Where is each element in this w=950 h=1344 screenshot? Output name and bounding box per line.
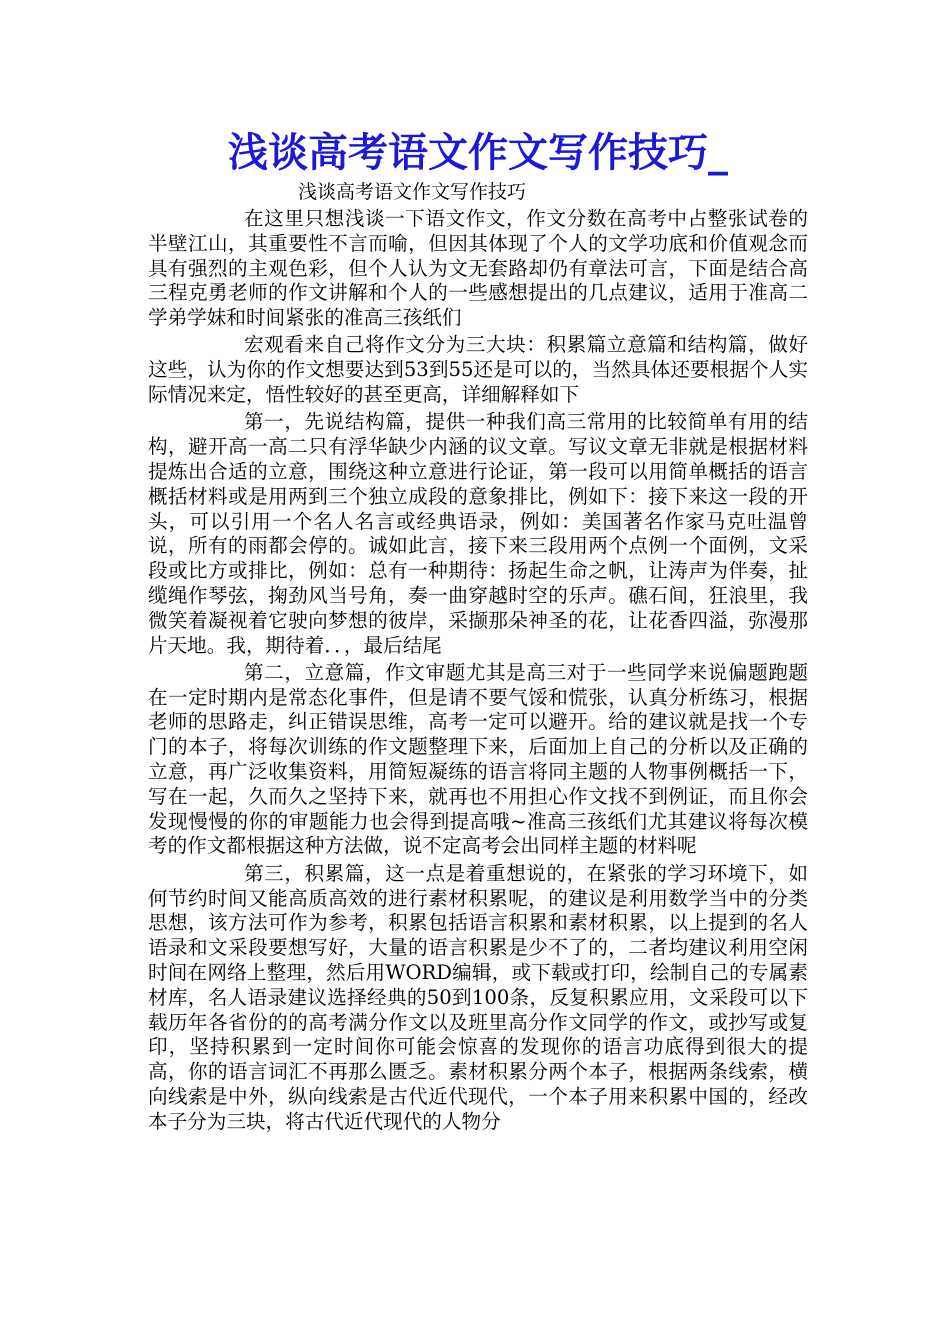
document-page <box>148 128 808 1137</box>
paragraph-structure: 第一，先说结构篇，提供一种我们高三常用的比较简单有用的结构，避开高一高二只有浮华缺少内涵的议文章。写议文章无非就是根据材料提炼出合适的立意，围绕这种立意进行论证，第一段可以用简单概括的语言概括材料或是用两到三个独立成段的意象排比，例如下：接下来这一段的开头，可以引用一个名人名言或经典语录，例如：美国著名作家马克吐温曾说，所有的雨都会停的。诚如此言，接下来三段用两个点例一个面例，文采段或比方或排比，例如：总有一种期待：扬起生命之帆，让涛声为伴奏，扯缆绳作琴弦，掬劲风当号角，奏一曲穿越时空的乐声。礁石间，狂浪里，我微笑着凝视着它驶向梦想的彼岸，采撷那朵神圣的花，让花香四溢，弥漫那片天地。我，期待着．．，最后结尾 <box>148 410 808 657</box>
paragraph-accumulation: 第三，积累篇，这一点是着重想说的，在紧张的学习环境下，如何节约时间又能高质高效的进行素材积累呢，的建议是利用数学当中的分类思想，该方法可作为参考，积累包括语言积累和素材积累，以上提到的名人语录和文采段要想写好，大量的语言积累是少不了的，二者均建议利用空闲时间在网络上整理，然后用WORD编辑，或下载或打印，绘制自己的专属素材库，名人语录建议选择经典的50到100条，反复积累应用，文采段可以下载历年各省份的的高考满分作文以及班里高分作文同学的作文，或抄写或复印，坚持积累到一定时间你可能会惊喜的发现你的语言功底得到很大的提高，你的语言词汇不再那么匮乏。素材积累分两个本子，根据两条线索，横向线索是中外，纵向线索是古代近代现代，一个本子用来积累中国的，经改本子分为三块，将古代近代现代的人物分 <box>148 861 808 1133</box>
paragraph-theme: 第二，立意篇，作文审题尤其是高三对于一些同学来说偏题跑题在一定时期内是常态化事件，但是请不要气馁和慌张，认真分析练习，根据老师的思路走，纠正错误思维，高考一定可以避开。给的建议就是找一个专门的本子，将每次训练的作文题整理下来，后面加上自己的分析以及正确的立意，再广泛收集资料，用简短凝练的语言将同主题的人物事例概括一下，写在一起，久而久之坚持下来，就再也不用担心作文找不到例证，而且你会发现慢慢的你的审题能力也会得到提高哦~准高三孩纸们尤其建议将每次模考的作文都根据这种方法做，说不定高考会出同样主题的材料呢 <box>148 660 808 858</box>
document-title: 浅谈高考语文作文写作技巧_ <box>228 130 728 176</box>
document-subtitle: 浅谈高考语文作文写作技巧 <box>298 181 527 203</box>
paragraph-intro: 在这里只想浅谈一下语文作文，作文分数在高考中占整张试卷的半壁江山，其重要性不言而喻，但因其体现了个人的文学功底和价值观念而具有强烈的主观色彩，但个人认为文无套路却仍有章法可言，下面是结合高三程克勇老师的作文讲解和个人的一些感想提出的几点建议，适用于准高二学弟学妹和时间紧张的准高三孩纸们 <box>148 207 808 330</box>
paragraph-overview: 宏观看来自己将作文分为三大块：积累篇立意篇和结构篇，做好这些，认为你的作文想要达到53到55还是可以的，当然具体还要根据个人实际情况来定，悟性较好的甚至更高，详细解释如下 <box>148 333 808 407</box>
